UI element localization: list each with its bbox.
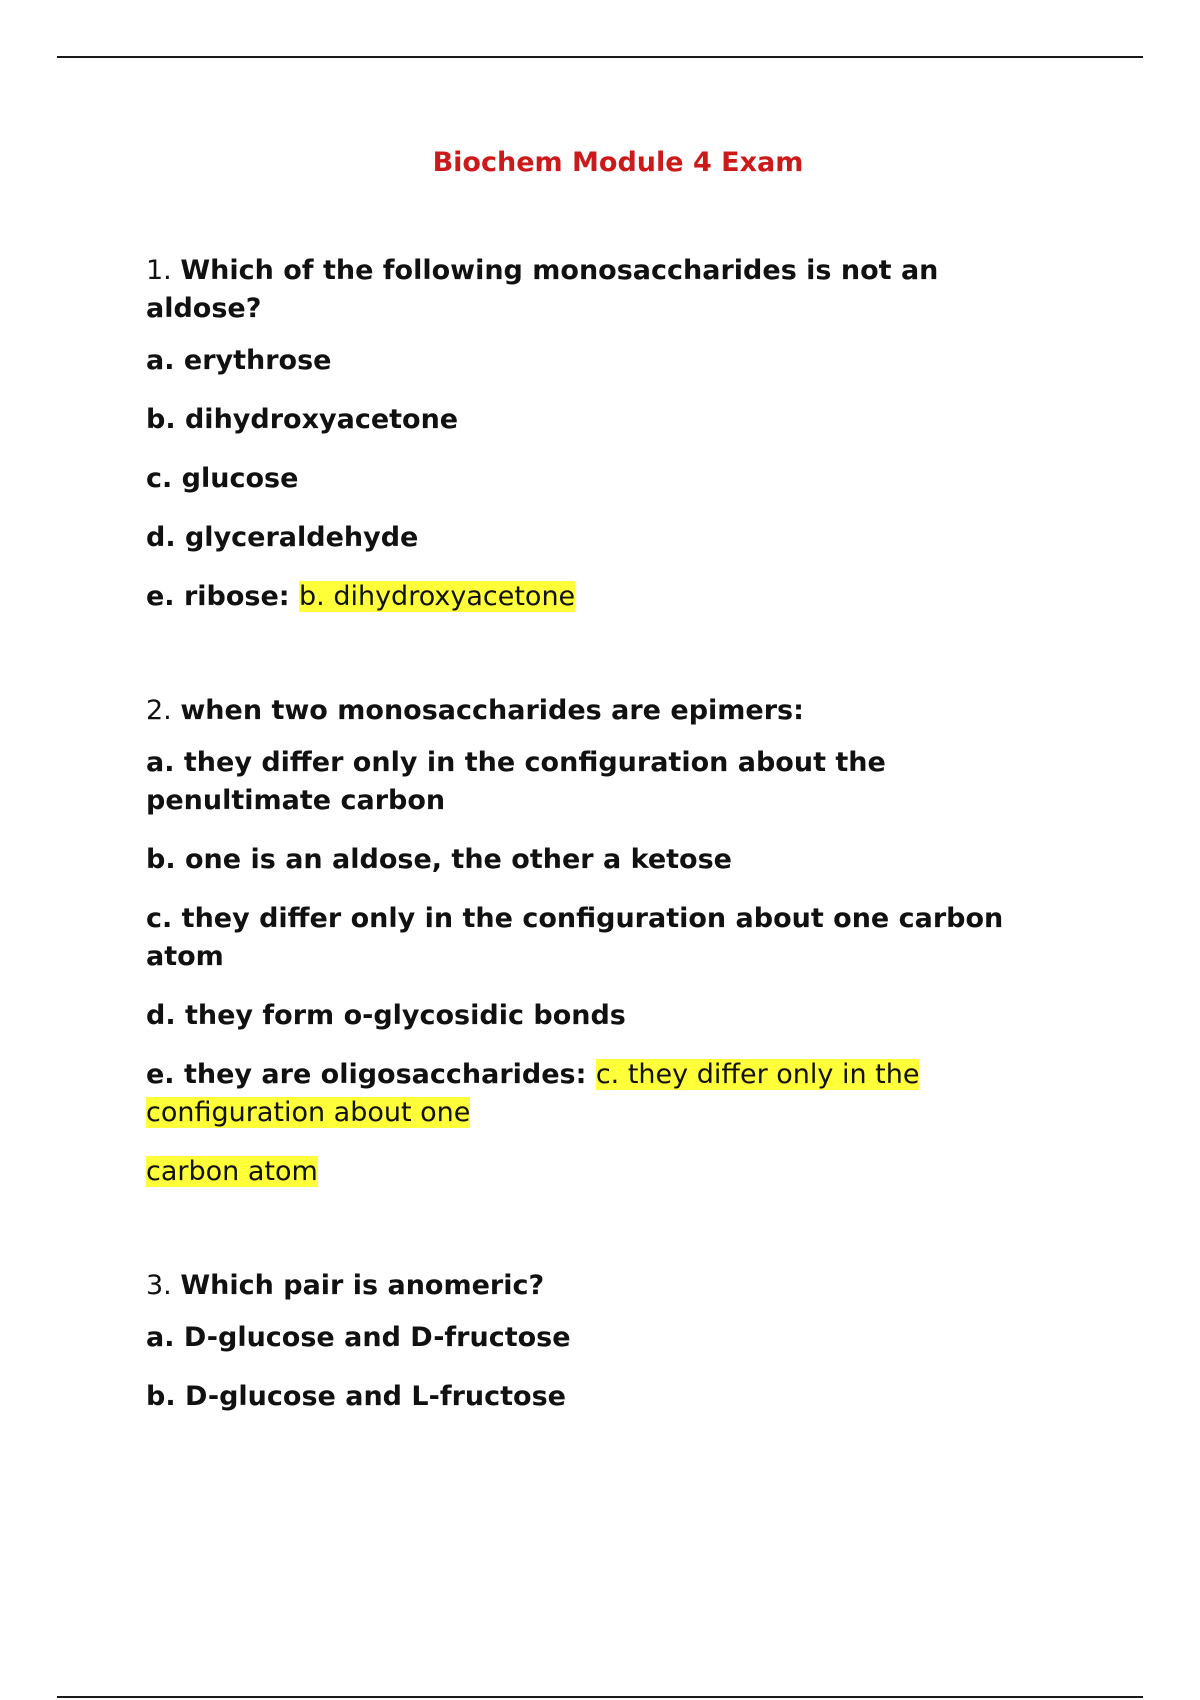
option-a: a. erythrose <box>146 345 332 376</box>
bottom-rule <box>57 1696 1143 1698</box>
question-1 <box>146 252 1046 616</box>
option-d: d. they form o-glycosidic bonds <box>146 1000 626 1031</box>
option-c: c. they differ only in the configuration about one carbon atom <box>146 903 1004 972</box>
question-2-stem <box>146 692 1046 730</box>
top-rule <box>57 56 1143 58</box>
document-title: Biochem Module 4 Exam <box>432 147 804 178</box>
question-text: Which of the following monosaccharides is not an aldose? <box>146 255 939 324</box>
question-text: when two monosaccharides are epimers: <box>180 695 804 726</box>
question-number: 1. <box>146 255 172 286</box>
option-b: b. D-glucose and L-fructose <box>146 1381 566 1412</box>
highlighted-answer-continued: carbon atom <box>146 1156 318 1187</box>
option-b: b. dihydroxyacetone <box>146 404 459 435</box>
question-3 <box>146 1267 1046 1416</box>
answer-continuation <box>146 1153 1046 1191</box>
option-a: a. D-glucose and D-fructose <box>146 1322 571 1353</box>
question-2 <box>146 692 1046 1191</box>
option-e-label: e. ribose: <box>146 581 290 612</box>
option-e-label: e. they are oligosaccharides: <box>146 1059 587 1090</box>
question-1-stem <box>146 252 1046 328</box>
option-e <box>146 578 1046 616</box>
option-a: a. they differ only in the configuration about the penultimate carbon <box>146 747 886 816</box>
option-c: c. glucose <box>146 463 299 494</box>
highlighted-answer: c. they differ only in the configuration about one <box>146 1059 920 1128</box>
question-text: Which pair is anomeric? <box>180 1270 545 1301</box>
exam-content <box>146 252 1046 1437</box>
highlighted-answer: b. dihydroxyacetone <box>299 581 576 612</box>
question-number: 3. <box>146 1270 172 1301</box>
option-e <box>146 1056 1046 1132</box>
option-b: b. one is an aldose, the other a ketose <box>146 844 732 875</box>
question-number: 2. <box>146 695 172 726</box>
question-3-stem <box>146 1267 1046 1305</box>
option-d: d. glyceraldehyde <box>146 522 419 553</box>
